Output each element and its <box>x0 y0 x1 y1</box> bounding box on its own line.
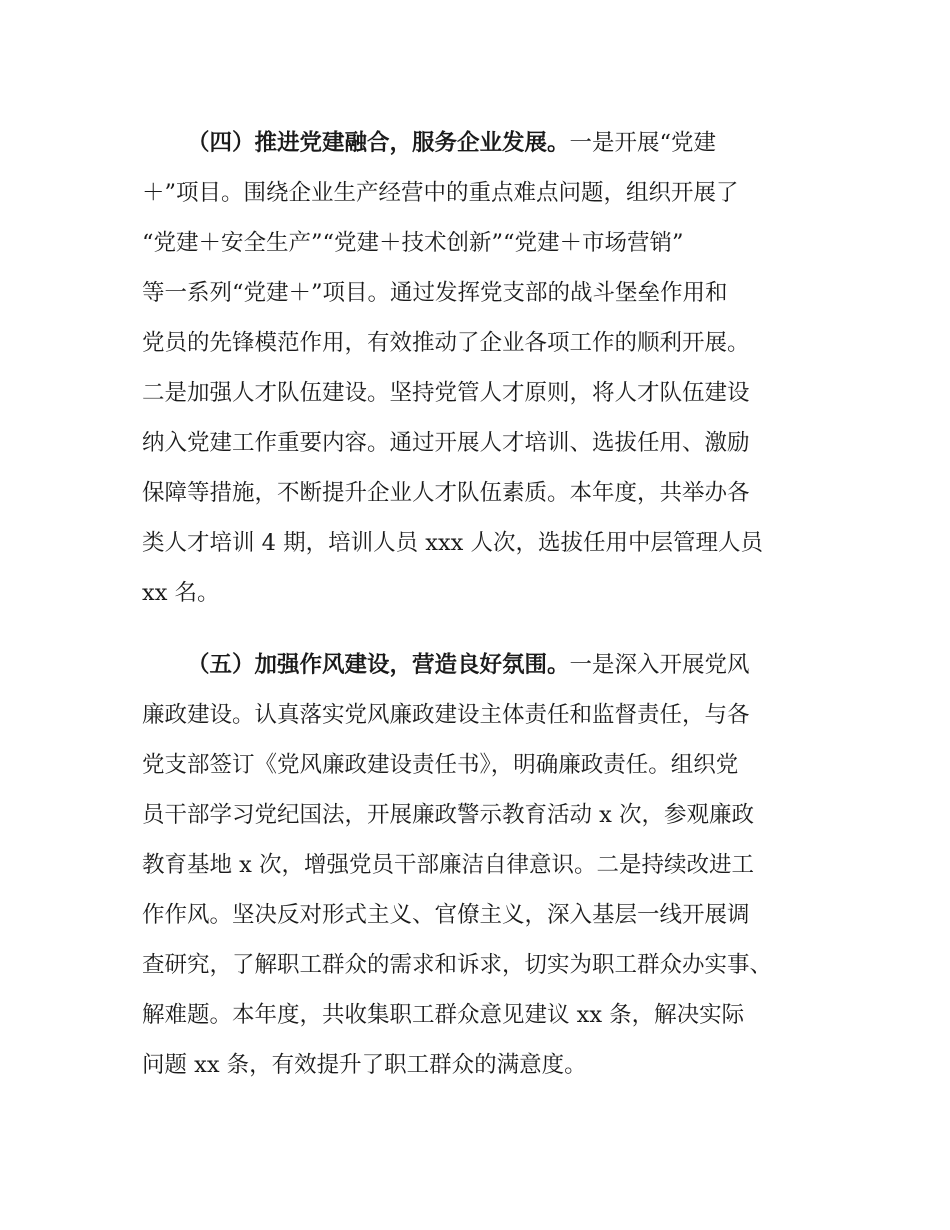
paragraph-line: 员干部学习党纪国法，开展廉政警示教育活动 x 次，参观廉政 <box>142 802 754 828</box>
paragraph-line: 查研究，了解职工群众的需求和诉求，切实为职工群众办实事、 <box>142 952 773 978</box>
paragraph-line: 问题 xx 条，有效提升了职工群众的满意度。 <box>142 1052 587 1078</box>
paragraph-line: 纳入党建工作重要内容。通过开展人才培训、选拔任用、激励 <box>142 430 750 456</box>
paragraph-line: 廉政建设。认真落实党风廉政建设主体责任和监督责任，与各 <box>142 702 750 728</box>
paragraph-line: 教育基地 x 次，增强党员干部廉洁自律意识。二是持续改进工 <box>142 852 754 878</box>
paragraph-line: 党支部签订《党风廉政建设责任书》，明确廉政责任。组织党 <box>142 752 739 778</box>
paragraph-line: ＋”项目。围绕企业生产经营中的重点难点问题，组织开展了 <box>142 180 739 206</box>
paragraph-line: 等一系列“党建＋”项目。通过发挥党支部的战斗堡垒作用和 <box>142 280 728 306</box>
section-four-heading: （四）推进党建融合，服务企业发展。 <box>187 130 570 156</box>
paragraph-line: 保障等措施，不断提升企业人才队伍素质。本年度，共举办各 <box>142 480 750 506</box>
section-four <box>142 118 832 618</box>
paragraph-line: 党员的先锋模范作用，有效推动了企业各项工作的顺利开展。 <box>142 330 750 356</box>
section-five <box>142 640 832 1090</box>
section-five-heading: （五）加强作风建设，营造良好氛围。 <box>187 652 570 678</box>
paragraph-spacer <box>142 618 832 640</box>
paragraph-line: 二是加强人才队伍建设。坚持党管人才原则，将人才队伍建设 <box>142 380 750 406</box>
paragraph-line: “党建＋安全生产”“党建＋技术创新”“党建＋市场营销” <box>142 230 684 256</box>
paragraph-line: 解难题。本年度，共收集职工群众意见建议 xx 条，解决实际 <box>142 1002 745 1028</box>
paragraph-line: 类人才培训 4 期，培训人员 xxx 人次，选拔任用中层管理人员 <box>142 530 763 556</box>
paragraph-line: xx 名。 <box>142 580 220 606</box>
section-four-first-line-text: 一是开展“党建 <box>569 130 717 156</box>
document-body <box>142 118 832 1090</box>
section-four-first-line <box>142 118 832 168</box>
section-five-first-line <box>142 640 832 690</box>
paragraph-line: 作作风。坚决反对形式主义、官僚主义，深入基层一线开展调 <box>142 902 750 928</box>
section-five-first-line-text: 一是深入开展党风 <box>569 652 750 678</box>
